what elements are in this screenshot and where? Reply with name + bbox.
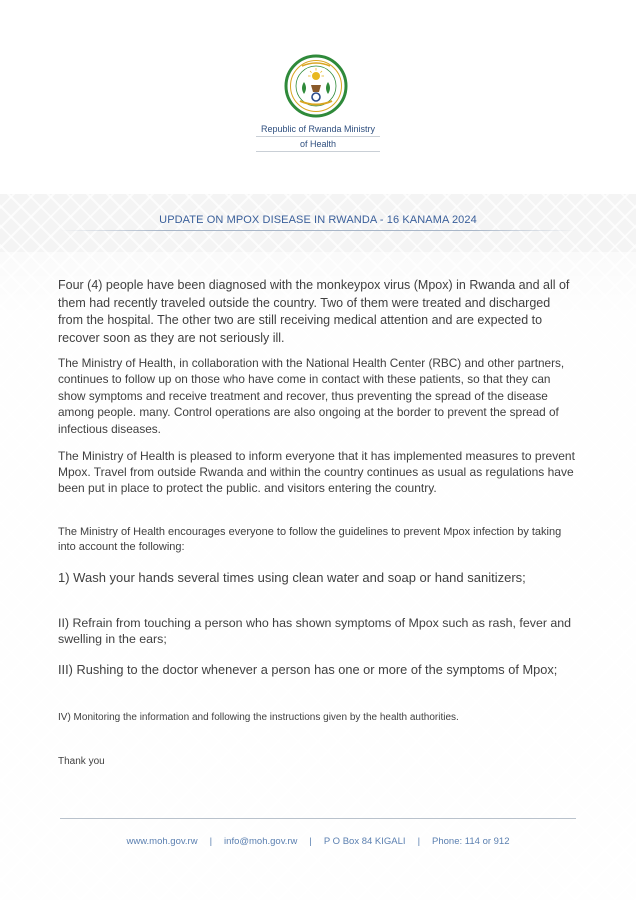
footer-separator: | [209,836,213,847]
ministry-underline-2 [256,151,380,152]
footer-separator: | [309,836,312,847]
ministry-name-line1: Republic of Rwanda Ministry [260,124,376,134]
document-title: UPDATE ON MPOX DISEASE IN RWANDA - 16 KANAMA 2024 [159,214,477,226]
title-divider [60,230,576,231]
footer-contacts [0,836,636,847]
paragraph-guidelines-intro: The Ministry of Health encourages everyone to follow the guidelines to prevent Mpox infection by taking into account the following: [58,526,562,553]
footer-pobox: P O Box 84 KIGALI [323,836,406,847]
footer-website-link[interactable]: www.moh.gov.rw [126,836,198,847]
closing-thanks: Thank you [58,756,105,767]
paragraph-measures: The Ministry of Health is pleased to inform everyone that it has implemented measures to prevent Mpox. Travel from outside Rwanda and within the country continues as usual as regulations have been put in place to protect the public. and visitors entering the country. [58,449,575,495]
footer-divider [60,818,576,819]
footer-phone: Phone: 114 or 912 [432,836,510,847]
guideline-item-2: II) Refrain from touching a person who has shown symptoms of Mpox such as rash, fever and swelling in the ears; [58,616,572,646]
guideline-item-4: IV) Monitoring the information and following the instructions given by the health authorities. [58,712,459,723]
guideline-item-1: 1) Wash your hands several times using clean water and soap or hand sanitizers; [58,570,526,585]
guideline-item-3: III) Rushing to the doctor whenever a person has one or more of the symptoms of Mpox; [58,662,558,677]
ministry-underline-1 [256,136,380,137]
footer-email-link[interactable]: info@moh.gov.rw [224,836,298,847]
paragraph-follow-up: The Ministry of Health, in collaboration with the National Health Center (RBC) and other partners, continues to follow up on those who have come in contact with these patients, so that they can show symptoms and receive treatment and recover, thus preventing the spread of the disease among people. many. Control operations are also ongoing at the border to prevent the spread of infectious diseases. [58,356,565,436]
paragraph-diagnosis: Four (4) people have been diagnosed with the monkeypox virus (Mpox) in Rwanda and all of them had recently traveled outside the country. Two of them were treated and discharged from the hospital. The other two are still receiving medical attention and are expected to recover soon as they are not seriously ill. [58,278,570,345]
footer-separator: | [417,836,421,847]
rwanda-seal-logo [284,54,348,118]
ministry-name-line2: of Health [299,139,337,149]
